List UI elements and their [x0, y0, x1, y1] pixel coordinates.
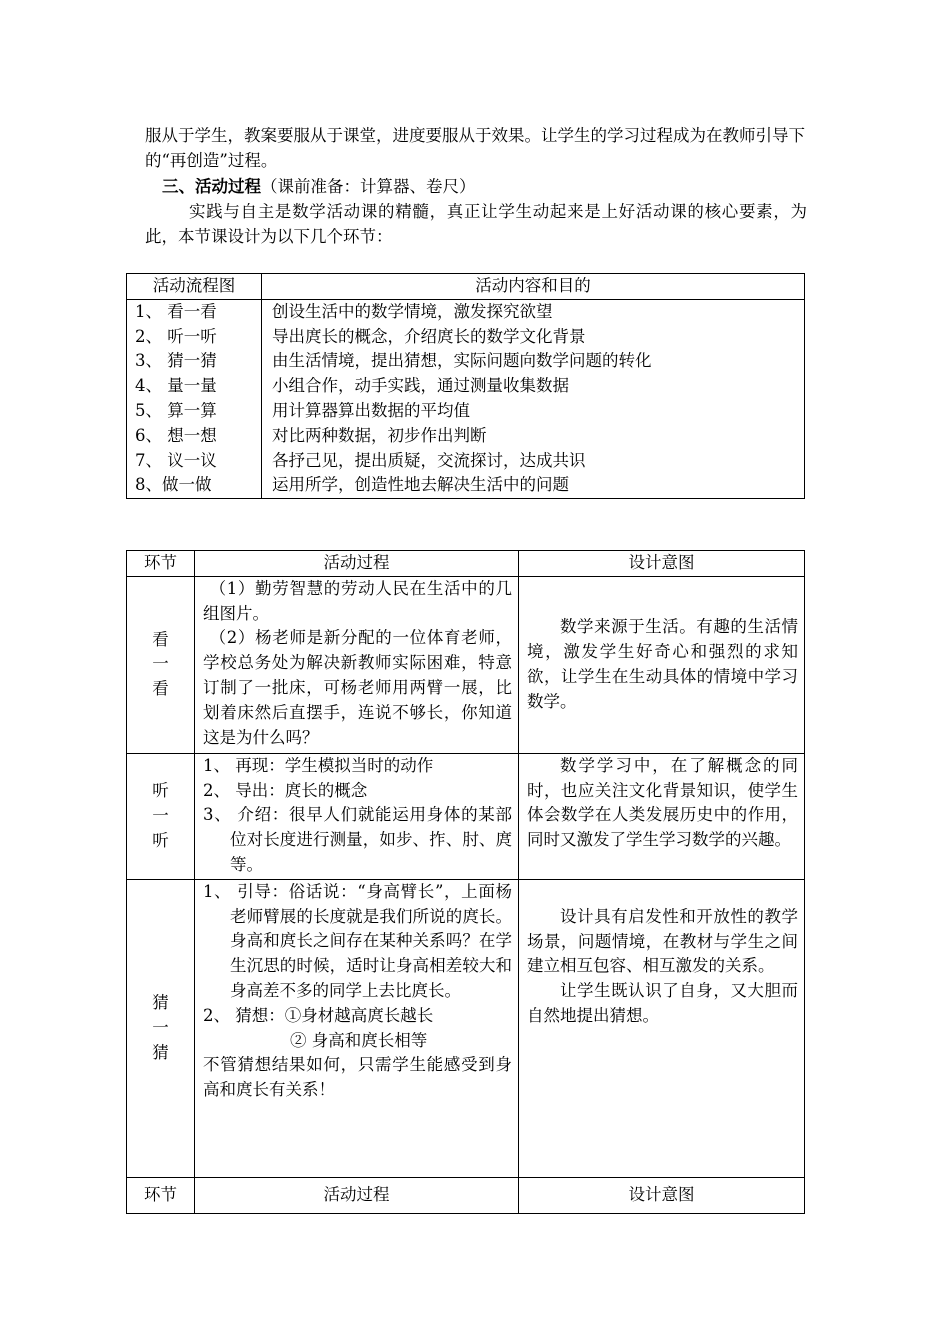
table-row: [127, 576, 805, 753]
stage-char: 看: [152, 679, 169, 699]
process-cell: [195, 879, 519, 1177]
flow-header-content: 活动内容和目的: [262, 274, 805, 300]
process-text: 2、 导出：庹长的概念: [203, 780, 368, 800]
footer-stage: 环节: [127, 1177, 195, 1213]
flow-content: 小组合作，动手实践，通过测量收集数据: [272, 376, 569, 396]
intent-text: 数学学习中，在了解概念的同时，也应关注文化背景知识，使学生体会数学在人类发展历史中的作用，同时又激发了学生学习数学的兴趣。: [527, 755, 798, 850]
flow-step: 5、 算一算: [135, 400, 217, 420]
table-row: [127, 879, 805, 1177]
flow-table-header: [127, 274, 805, 300]
flow-table: [126, 273, 805, 499]
process-text: 1、 再现：学生模拟当时的动作: [203, 755, 434, 775]
process-text: 3、 介绍：很早人们就能运用身体的某部位对长度进行测量，如步、拃、肘、庹等。: [203, 805, 512, 874]
header-process: 活动过程: [195, 551, 519, 577]
process-table-footer: [127, 1177, 805, 1213]
flow-steps-cell: [127, 299, 262, 498]
stage-char: 一: [152, 805, 169, 825]
stage-char: 猜: [152, 1042, 169, 1062]
process-text: 2、 猜想：①身材越高庹长越长: [203, 1005, 434, 1025]
header-intent: 设计意图: [519, 551, 805, 577]
flow-step: 3、 猜一猜: [135, 351, 217, 371]
flow-content: 用计算器算出数据的平均值: [272, 400, 470, 420]
process-text: （1）勤劳智慧的劳动人民在生活中的几组图片。: [203, 578, 512, 623]
intent-cell: [519, 879, 805, 1177]
table-row: [127, 753, 805, 879]
flow-content: 对比两种数据，初步作出判断: [272, 425, 487, 445]
header-stage: 环节: [127, 551, 195, 577]
flow-content: 创设生活中的数学情境，激发探究欲望: [272, 301, 553, 321]
process-text: （2）杨老师是新分配的一位体育老师，学校总务处为解决新教师实际困难，特意订制了一批床，可杨老师用两臂一展，比划着床然后直摆手，连说不够长，你知道这是为什么吗？: [203, 628, 512, 747]
intro-paragraph-2: 实践与自主是数学活动课的精髓，真正让学生动起来是上好活动课的核心要素，为此，本节课设计为以下几个环节：: [145, 202, 807, 246]
flow-step: 2、 听一听: [135, 326, 217, 346]
process-text: 不管猜想结果如何，只需学生能感受到身高和庹长有关系！: [203, 1055, 512, 1100]
intent-cell: [519, 753, 805, 879]
section-heading: [162, 174, 802, 199]
stage-char: 一: [152, 654, 169, 674]
intent-cell: [519, 576, 805, 753]
flow-table-body: [127, 299, 805, 498]
stage-char: 看: [152, 629, 169, 649]
flow-content: 导出庹长的概念，介绍庹长的数学文化背景: [272, 326, 586, 346]
stage-cell: [127, 576, 195, 753]
stage-char: 猜: [152, 993, 169, 1013]
intent-text: 数学来源于生活。有趣的生活情境，激发学生好奇心和强烈的求知欲，让学生在生动具体的情境中学习数学。: [527, 617, 798, 711]
process-table-header: [127, 551, 805, 577]
flow-step: 8、做一做: [135, 475, 212, 495]
flow-content: 运用所学，创造性地去解决生活中的问题: [272, 475, 569, 495]
stage-cell: [127, 753, 195, 879]
section-note: （课前准备：计算器、卷尺）: [261, 177, 476, 196]
flow-step: 7、 议一议: [135, 450, 217, 470]
flow-contents-cell: [262, 299, 805, 498]
section-title: 三、活动过程: [162, 177, 261, 196]
intro-paragraph-1: 服从于学生，教案要服从于课堂，进度要服从于效果。让学生的学习过程成为在教师引导下的“再创造”过程。: [145, 126, 805, 170]
process-text: 1、 引导：俗话说：“身高臂长”，上面杨老师臂展的长度就是我们所说的庹长。身高和庹长之间存在某种关系吗？在学生沉思的时候，适时让身高相差较大和身高差不多的同学上去比庹长。: [203, 881, 512, 1000]
intent-text: 让学生既认识了自身，又大胆而自然地提出猜想。: [527, 981, 798, 1025]
footer-process: 活动过程: [195, 1177, 519, 1213]
flow-step: 4、 量一量: [135, 376, 217, 396]
stage-char: 听: [152, 781, 169, 801]
footer-intent: 设计意图: [519, 1177, 805, 1213]
flow-header-step: 活动流程图: [127, 274, 262, 300]
process-table: [126, 550, 805, 1214]
process-cell: [195, 753, 519, 879]
flow-content: 各抒己见，提出质疑，交流探讨，达成共识: [272, 450, 586, 470]
flow-content: 由生活情境，提出猜想，实际问题向数学问题的转化: [272, 351, 652, 371]
stage-char: 听: [152, 830, 169, 850]
flow-step: 6、 想一想: [135, 425, 217, 445]
flow-step: 1、 看一看: [135, 301, 217, 321]
stage-cell: [127, 879, 195, 1177]
intent-text: 设计具有启发性和开放性的教学场景，问题情境，在教材与学生之间建立相互包容、相互激发的关系。: [527, 906, 798, 976]
process-text: ② 身高和庹长相等: [290, 1030, 428, 1050]
process-cell: [195, 576, 519, 753]
stage-char: 一: [152, 1017, 169, 1037]
